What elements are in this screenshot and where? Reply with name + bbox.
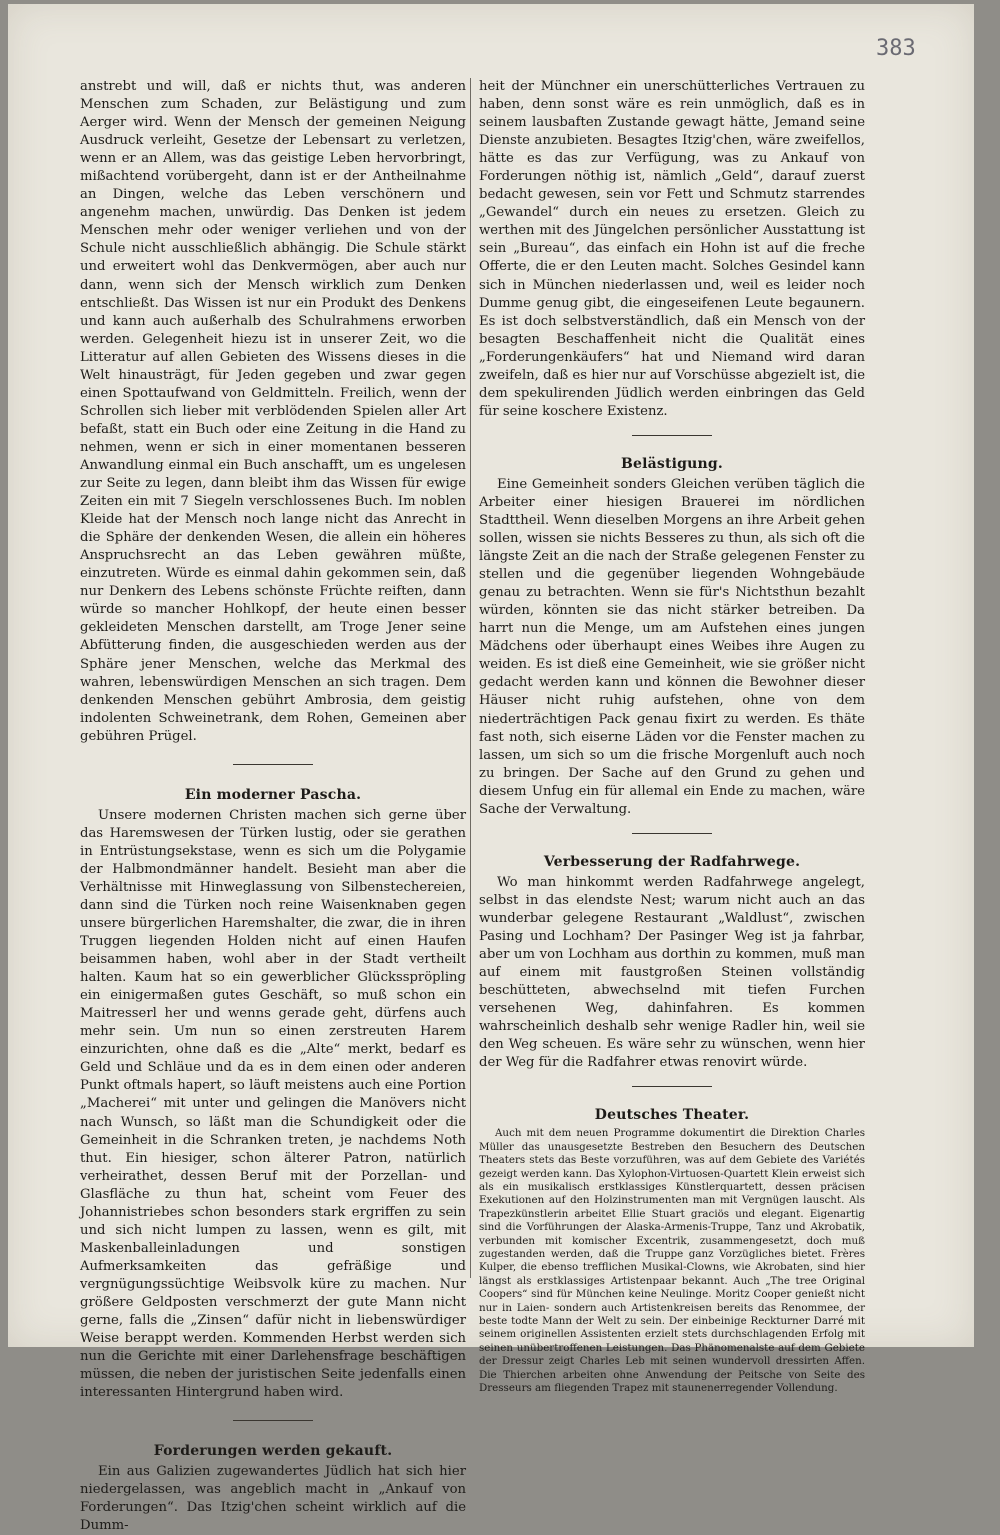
article-body-pascha: Unsere modernen Christen machen sich gerne über das Haremswesen der Türken lustig, oder sie gerathen in Entrüstungsekstase, wenn es sich um die Polygamie der Halbmondmänner handelt. Besieht man aber die Verhältnisse mit Hinweglassung von Silbenstechereien, dann sind die Türken noch reine Waisenknaben gegen unsere bürgerlichen Haremshalter, die zwar, die in ihren Truggen liegenden Holden nicht auf einen Haufen beisammen haben, wohl aber in der Stadt vertheilt halten. Kaum hat so ein gewerblicher Glücksspröpling ein einigermaßen gutes Geschäft, so muß schon ein Maitresserl her und wenns gerade geht, dürfens auch mehr sein. Um nun so einen zerstreuten Harem einzurichten, ohne daß es die „Alte“ merkt, bedarf es Geld und Schläue und da es in dem einen oder anderen Punkt oftmals hapert, so läuft meistens auch eine Portion „Macherei“ mit unter und gelingen die Manövers nicht nach Wunsch, so läßt man die Schundigkeit oder die Gemeinheit in die Schranken treten, je nachdems Noth thut. Ein hiesiger, schon älterer Patron, natürlich verheirathet, dessen Beruf mit der Porzellan- und Glasfläche zu thun hat, scheint vom Feuer des Johannistriebes schon besonders stark ergriffen zu sein und sich nicht lumpen zu lassen, wenn es gilt, mit Maskenballeinladungen und sonstigen Aufmerksamkeiten das gefräßige und vergnügungssüchtige Weibsvolk küre zu machen. Nur größere Geldposten verschmerzt der gute Mann nicht gerne, falls die „Zinsen“ dafür nicht in liebenswürdiger Weise berappt werden. Kommenden Herbst werden sich nun die Gerichte mit einer Darlehensfrage beschäftigen müssen, die neben der juristischen Seite jedenfalls einen interessanten Hintergrund haben wird. <box>80 807 466 1401</box>
article-title-belaestigung: Belästigung. <box>620 455 723 472</box>
intro-paragraph: anstrebt und will, daß er nichts thut, was anderen Menschen zum Schaden, zur Belästigung und zum Aerger wird. Wenn der Mensch der gemeinen Neigung Ausdruck verleiht, Gesetze der Lebensart zu verletzen, wenn er an Allem, was das geistige Leben hervorbringt, mißachtend vorübergeht, dann ist er der Antheilnahme an Dingen, welche das Leben verschönern und angenehm machen, unwürdig. Das Denken ist jedem Menschen mehr oder weniger verliehen und von der Schule nicht ausschließlich abhängig. Die Schule stärkt und erweitert wohl das Denkvermögen, aber auch nur dann, wenn sich der Mensch wirklich zum Denken entschließt. Das Wissen ist nur ein Produkt des Denkens und kann auch außerhalb des Schulrahmens erworben werden. Gelegenheit hiezu ist in unserer Zeit, wo die Litteratur auf allen Gebieten des Wissens dieses in die Welt hinausträgt, für Jeden gegeben und zwar gegen einen Spottaufwand von Geldmitteln. Freilich, wenn der Schrollen sich lieber mit verblödenden Spielen aller Art befaßt, statt ein Buch oder eine Zeitung in die Hand zu nehmen, wenn er sich in einer momentanen besseren Anwandlung einmal ein Buch anschafft, um es ungelesen zur Seite zu legen, dann bleibt ihm das Wissen für ewige Zeiten ein mit 7 Siegeln verschlossenes Buch. Im noblen Kleide hat der Mensch noch lange nicht das Anrecht in die Sphäre der denkenden Wesen, die allein ein höheres Anspruchsrecht an das Leben gewähren müßte, einzutreten. Würde es einmal dahin gekommen sein, daß nur Denkern des Lebens schönste Früchte reiften, dann würde so mancher Hohlkopf, der heute einen besser gekleideten Menschen darstellt, am Troge Jener seine Abfütterung finden, die ausgeschieden werden aus der Sphäre jener Menschen, welche das Merkmal des wahren, lebenswürdigen Menschen an sich tragen. Dem denkenden Menschen gebührt Ambrosia, dem geistig indolenten Schweinetrank, dem Rohen, Gemeinen aber gebühren Prügel. <box>80 79 466 744</box>
continuation-paragraph: heit der Münchner ein unerschütterliches Vertrauen zu haben, denn sonst wäre es rein unmöglich, daß es in seinem lausbaften Zustande gewagt hätte, Jemand seine Dienste anzubieten. Besagtes Itzig'chen, wäre zweifellos, hätte es das zur Verfügung, was zu Ankauf von Forderungen nöthig ist, nämlich „Geld“, darauf zuerst bedacht gewesen, sein vor Fett und Schmutz starrendes „Gewandel“ durch ein neues zu ersetzen. Gleich zu werthen mit des Jüngelchen persönlicher Ausstattung ist sein „Bureau“, das einfach ein Hohn ist auf die freche Offerte, die er den Leuten macht. Solches Gesindel kann sich in München niederlassen und, weil es leider noch Dumme genug gibt, die eingeseifenen Leute begaunern. Es ist doch selbstverständlich, daß ein Mensch von der besagten Beschaffenheit nicht die Qualität eines „Forderungenkäufers“ hat und Niemand wird daran zweifeln, daß es hier nur auf Vorschüsse abgezielt ist, die dem spekulirenden Jüdlich werden einbringen das Geld für seine koschere Existenz. <box>479 79 865 419</box>
right-column <box>479 78 865 1395</box>
article-body-theater: Auch mit dem neuen Programme dokumentirt die Direktion Charles Müller das unausgesetzte Bestreben den Besuchern des Deutschen Theaters stets das Beste vorzuführen, was auf dem Gebiete des Variétés gezeigt werden kann. Das Xylophon-Virtuosen-Quartett Klein erweist sich als ein musikalisch erstklassiges Künstlerquartett, dessen präcisen Exekutionen auf den Holzinstrumenten man mit Vergnügen lauscht. Als Trapezkünstlerin arbeitet Ellie Stuart graciös und elegant. Eigenartig sind die Vorführungen der Alaska-Armenis-Truppe, Tanz und Akrobatik, verbunden mit komischer Excentrik, zusammengesetzt, doch muß zugestanden werden, daß die Truppe ganz Vorzügliches bietet. Frères Kulper, die ebenso trefflichen Musikal-Clowns, wie Akrobaten, sind hier längst als erstklassiges Artistenpaar bekannt. Auch „The tree Original Coopers“ sind für München keine Neulinge. Moritz Cooper genießt nicht nur in Laien- sondern auch Artistenkreisen bereits das Renommee, der beste todte Mann der Welt zu sein. Der einbeinige Reckturner Darré mit seinem originellen Assistenten erzielt stets durchschlagenden Erfolg mit seinen unübertroffenen Leistungen. Das Phänomenalste auf dem Gebiete der Dressur zeigt Charles Leb mit seinen wundervoll dressirten Affen. Die Thierchen arbeiten ohne Anwendung der Peitsche von Seite des Dresseurs am fliegenden Trapez mit staunenerregender Vollendung. <box>479 1127 865 1395</box>
article-body-radfahrwege: Wo man hinkommt werden Radfahrwege angelegt, selbst in das elendste Nest; warum nicht auch an das wunderbar gelegene Restaurant „Waldlust“, zwischen Pasing und Lochham? Der Pasinger Weg ist ja fahrbar, aber um von Lochham aus dorthin zu kommen, muß man auf einem mit faustgroßen Steinen vollständig beschütteten, abwechselnd mit tiefen Furchen versehenen Weg, dahinfahren. Es kommen wahrscheinlich deshalb sehr wenige Radler hin, weil sie den Weg scheuen. Es wäre sehr zu wünschen, wenn hier der Weg für die Radfahrer etwas renovirt würde. <box>479 874 865 1071</box>
separator-rule <box>233 764 313 765</box>
article-body-forderungen: Ein aus Galizien zugewandertes Jüdlich hat sich hier niedergelassen, was angeblich macht in „Ankauf von Forderungen“. Das Itzig'chen scheint wirklich auf die Dumm- <box>80 1464 466 1534</box>
separator-rule <box>632 1086 712 1087</box>
column-divider <box>470 78 471 1278</box>
newspaper-page <box>8 4 974 1534</box>
article-title-radfahrwege: Verbesserung der Radfahrwege. <box>543 853 801 870</box>
page-number: 383 <box>876 36 916 61</box>
separator-rule <box>233 1420 313 1421</box>
article-title-forderungen: Forderungen werden gekauft. <box>153 1443 393 1460</box>
article-title-theater: Deutsches Theater. <box>594 1107 750 1124</box>
left-column <box>80 78 466 1535</box>
separator-rule <box>632 833 712 834</box>
article-title-pascha: Ein moderner Pascha. <box>184 786 362 803</box>
separator-rule <box>632 435 712 436</box>
article-body-belaestigung: Eine Gemeinheit sonders Gleichen verüben täglich die Arbeiter einer hiesigen Brauerei im nördlichen Stadttheil. Wenn dieselben Morgens an ihre Arbeit gehen sollen, wissen sie nichts Besseres zu thun, als sich oft die längste Zeit an die nach der Straße gelegenen Fenster zu stellen und die gegenüber liegenden Wohngebäude genau zu betrachten. Wenn sie für's Nichtsthun bezahlt würden, könnten sie das nicht stärker betreiben. Da harrt nun die Menge, um am Aufstehen eines jungen Mädchens oder überhaupt eines Weibes ihre Augen zu weiden. Es ist dieß eine Gemeinheit, wie sie größer nicht gedacht werden kann und können die Bewohner dieser Häuser nicht ruhig aufstehen, ohne von dem niederträchtigen Pack genau fixirt zu werden. Es thäte fast noth, sich eiserne Läden vor die Fenster machen zu lassen, um sich so um die frische Morgenluft auch noch zu bringen. Der Sache auf den Grund zu gehen und diesem Unfug ein für allemal ein Ende zu machen, wäre Sache der Verwaltung. <box>479 476 865 817</box>
